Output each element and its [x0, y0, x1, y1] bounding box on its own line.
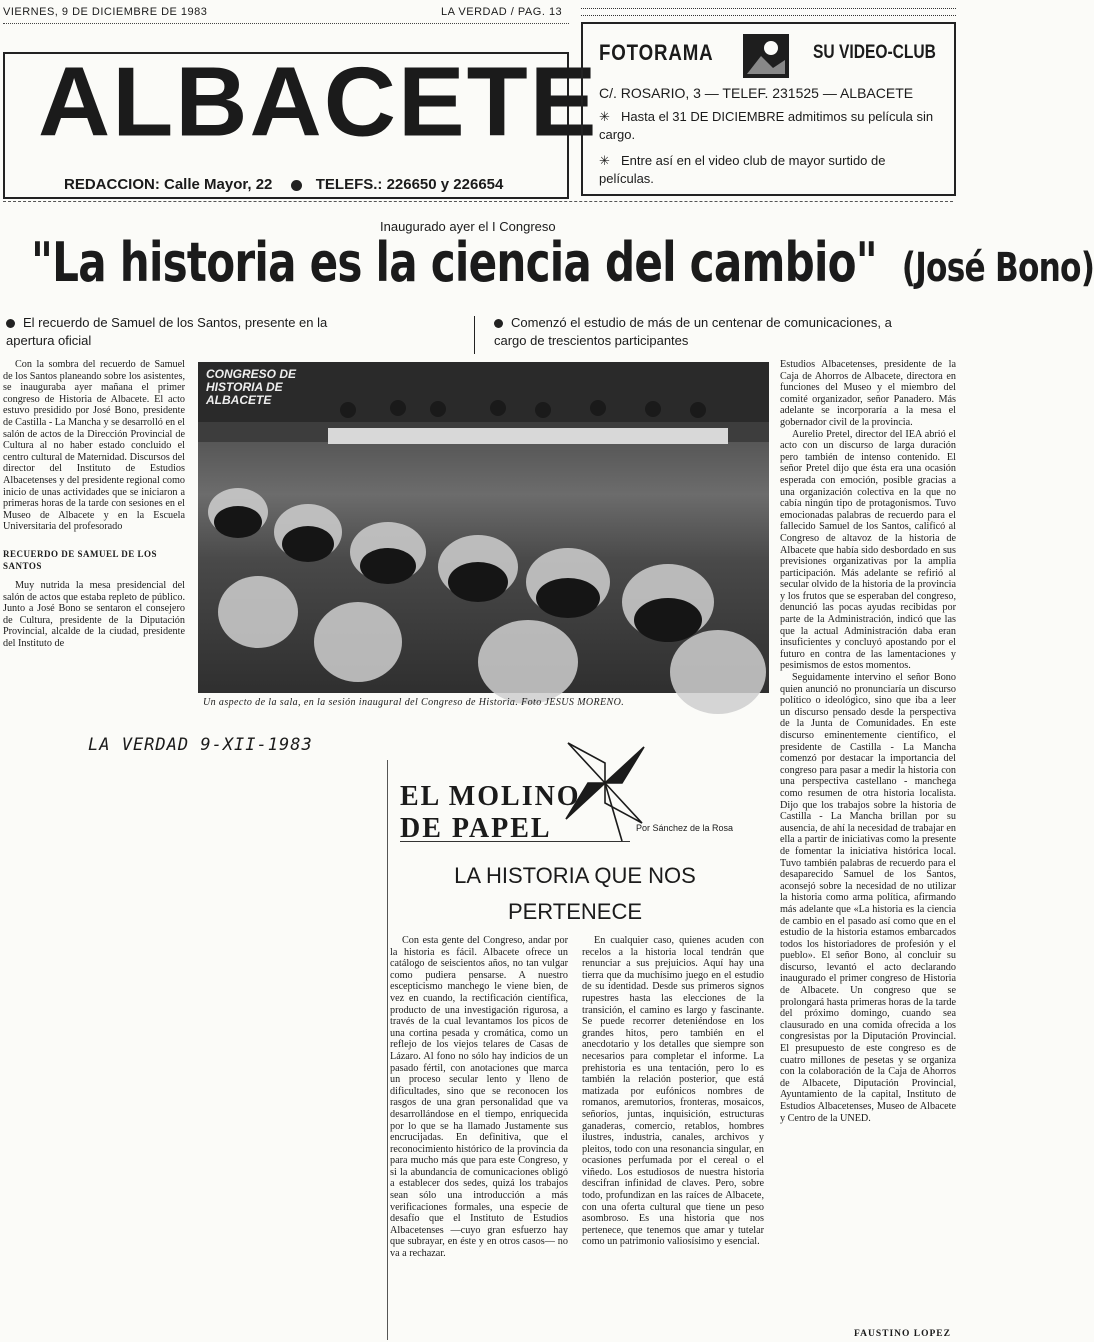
feature-left-rule: [387, 760, 388, 1340]
masthead-bottom-rule: [3, 201, 953, 202]
fotorama-logo-icon: [743, 34, 789, 78]
page-date: VIERNES, 9 DE DICIEMBRE DE 1983: [3, 6, 208, 18]
feature-byline: Por Sánchez de la Rosa: [636, 823, 734, 833]
headline-attribution: (José Bono): [901, 245, 1094, 291]
col1-subheading: RECUERDO DE SAMUEL DE LOS SANTOS: [3, 548, 158, 571]
ad-top-rule: [581, 8, 956, 16]
article-column-1: [3, 359, 185, 650]
feature-section-title-1: EL MOLINO: [400, 781, 581, 812]
bullet-icon: [6, 319, 15, 328]
feature-title-rule: [400, 841, 630, 842]
handwritten-annotation: LA VERDAD 9-XII-1983: [88, 735, 313, 755]
article-kicker: Inaugurado ayer el I Congreso: [380, 219, 556, 234]
subhead-right: [494, 314, 924, 350]
masthead-rule: [3, 23, 569, 24]
col3-paragraph-3: Seguidamente intervino el señor Bono quien anunció no pronunciaría un discurso político o ideológico, sino que iba a leer un discurso pensado desde la perspectiva de la Junta de Comunidades. En este discurso eminentemente científico, el presidente de Castilla - La Mancha comenzó por destacar la importancia del congreso para pasar a medir la historia con una perspectiva castellano - manchega como resumen de otra historia localista. Dijo que los trabajos sobre la historia de Castilla - La Mancha brillan por su ausencia, de ahí la necesidad de trabajar en ella a partir de iniciativas como la presente de fomentar la iniciativa histórica local. Tuvo también palabras de recuerdo para el desaparecido Samuel de los Santos, aconsejó sobre la necesidad de no utilizar la historia como arma política, afirmando más adelante que «La historia es la ciencia de cambio en el pasado así como que en el estudio de la historia estamos embarcados todos los historiadores de profesión y el pueblo». El señor Bono, al concluir su discurso, levantó el acto declarando inaugurado el primer congreso de Historia de Albacete. Un congreso que se prolongará hasta primeras horas de la tarde del próximo domingo, cuando sea clausurado en una comida ofrecida a los congresistas por la Diputación Provincial. El presupuesto de este congreso es de cuatro millones de pesetas y se organiza con la colaboración de la Caja de Ahorros de Albacete, Diputación Provincial, Ayuntamiento de la capital, Instituto de Estudios Albacetenses, Museo de Albacete y Centro de la UNED.: [780, 672, 956, 1124]
photo-banner-text: CONGRESO DE HISTORIA DE ALBACETE: [206, 367, 297, 407]
ad-address: C/. ROSARIO, 3 — TELEF. 231525 — ALBACETE: [599, 85, 914, 101]
ad-offer-1: [599, 108, 939, 143]
col1-paragraph-1: Con la sombra del recuerdo de Samuel de los Santos planeando sobre los asistentes, se inauguraba ayer mañana el primer congreso de Historia de Albacete. El acto estuvo presidido por José Bono, presidente de Castilla - La Mancha y se desarrolló en el salón de actos de la Dirección Provincial de Cultura al no haber estado concluido el centro cultural de Maternidad. Discursos del director del Instituto de Estudios Albacetenses y del presidente regional como inicio de unas actividades que se iniciaron a primeras horas de la tarde con sesiones en el Museo de Albacete y en la Escuela Universitaria del profesorado: [3, 359, 185, 533]
feature-col-b-text: En cualquier caso, quienes acuden con recelos a la historia local tendrán que renunciar a sus prejuicios. Aquí hay una tierra que da muchísimo juego en el estudio de su identidad. Desde sus primeros signos rupestres hasta las elecciones de la transición, el camino es largo y fascinante. Se puede recorrer deteniéndose en los grandes hitos, pero también en el anecdotario y los detalles que siempre son necesarios para completar el informe. La prehistoria es una tentación, pero lo es también la relación posterior, que está matizada por eufónicos nombres de romanos, aremutorios, fronteras, mosaicos, señoríos, juntas, inquisición, estructuras ganaderas, comercio, retablos, hombres ilustres, industria, canales, archivos y pleitos, todo con una resonancia singular, en ocasiones perfumada por el cereal o el viñedo. Los estudiosos de nuestra historia descifran infinidad de claves. Pero, sobre todo, profundizan en las raíces de Albacete, con una oferta cultural que tiene un peso asombroso. Es una historia que nos pertenece, que tenemos que amar y tutelar como un patrimonio valiosísimo y esencial.: [582, 935, 764, 1248]
headline-quote: "La historia es la ciencia del cambio": [31, 231, 877, 294]
bullet-icon: [291, 180, 302, 191]
asterisk-icon: ✳: [599, 109, 610, 124]
subhead-left-text: El recuerdo de Samuel de los Santos, presente en la apertura oficial: [6, 315, 328, 348]
ad-name: FOTORAMA: [599, 40, 714, 65]
section-title: ALBACETE: [38, 47, 599, 157]
redaccion-line: [64, 176, 503, 193]
ad-offer-2: [599, 152, 939, 187]
ad-offer-1-text: Hasta el 31 DE DICIEMBRE admitimos su película sin cargo.: [599, 109, 934, 142]
fotorama-ad: [581, 22, 956, 196]
asterisk-icon: ✳: [599, 153, 610, 168]
col3-paragraph-2: Aurelio Pretel, director del IEA abrió el acto con un discurso de larga duración pero también de intenso contenido. El señor Pretel dijo que ésta era una ocasión esperada con emoción, posible gracias a una organización colectiva en la que no cabía ningún tipo de protagonismos. Tuvo emocionadas palabras de recuerdo para el fallecido Samuel de los Santos, calificó al Congreso de altavoz de la historia de Albacete que había sido desbordado en sus previsiones organizativas por la amplia participación. Más adelante se refirió al secular olvido de la historia de la provincia y los frutos que se esperaban del congreso, denunció las pocas ayudas recibidas por parte de la Administración, indicó que las que la actual Administración daba eran insuficientes y concluyó apostando por el futuro en contra de las lamentaciones y pesimismos de estos momentos.: [780, 428, 956, 672]
feature-article-title-1: LA HISTORIA QUE NOS: [454, 863, 696, 888]
feature-section-title-2: DE PAPEL: [400, 813, 552, 844]
article-headline: [31, 231, 1094, 294]
congress-photo: [198, 362, 769, 693]
feature-article-title-2: PERTENECE: [507, 899, 643, 924]
col3-paragraph-1: Estudios Albacetenses, presidente de la Caja de Ahorros de Albacete, directora en funciones del Museo y el miembro del comité organizador, señor Panadero. Más adelante se incorporaría a la mesa el gobernador civil de la provincia.: [780, 359, 956, 428]
feature-col-a-text: Con esta gente del Congreso, andar por la historia es fácil. Albacete ofrece un catálogo de seiscientos años, no tan vulgar como pudiera pensarse. A nuestro escepticismo manchego le viene bien, de vez en cuando, la rectificación científica, producto de una investigación rigurosa, a través de la cual levantamos los picos de una cortina pesada y cromática, como un reflejo de los viejos telares de Casas de Lázaro. Al fono no sólo hay indicios de un pasado fértil, con anotaciones que marca un proceso secular lento y lleno de dificultades, sino que se reconocen los rasgos de una gran personalidad que va desarrollándose en el tiempo, enriquecida por lo que se ha llamado Justamente sus encrucijadas. En definitiva, que el reconocimiento histórico de la provincia da para mucho más que para este Congreso, y si la abundancia de comunicaciones obligó a establecer dos sedes, quizá los trabajos sean sólo una introducción a más verificaciones formales, una especie de desafío que el Instituto de Estudios Albacetenses —cuyo gran esfuerzo hay que subrayar, en éste y en otros casos— no va a rechazar.: [390, 935, 568, 1260]
page-number: LA VERDAD / PAG. 13: [441, 6, 563, 18]
subhead-divider: [474, 316, 475, 354]
feature-section-title: [400, 781, 581, 845]
photo-caption: Un aspecto de la sala, en la sesión inaugural del Congreso de Historia. Foto JESUS MORENO.: [203, 697, 625, 708]
bullet-icon: [494, 319, 503, 328]
col1-paragraph-2: Muy nutrida la mesa presidencial del salón de actos que estaba repleto de público. Junto a José Bono se sentaron el consejero de Cultura, presidente de la Diputación Provincial, alcalde de la ciudad, presidente del Instituto de: [3, 580, 185, 650]
ad-offer-2-text: Entre así en el video club de mayor surtido de películas.: [599, 153, 886, 186]
ad-tagline: SU VIDEO-CLUB: [813, 42, 936, 63]
redaccion-phones: TELEFS.: 226650 y 226654: [315, 176, 504, 193]
feature-article-title: [390, 858, 760, 930]
subhead-left: [6, 314, 366, 350]
article-signature: FAUSTINO LOPEZ: [854, 1329, 951, 1339]
feature-column-b: [582, 935, 764, 1248]
feature-column-a: [390, 935, 568, 1260]
redaccion-address: REDACCION: Calle Mayor, 22: [64, 176, 273, 193]
subhead-right-text: Comenzó el estudio de más de un centenar de comunicaciones, a cargo de trescientos participantes: [494, 315, 892, 348]
photo-illustration: [198, 362, 769, 693]
article-column-3: [780, 359, 956, 1124]
